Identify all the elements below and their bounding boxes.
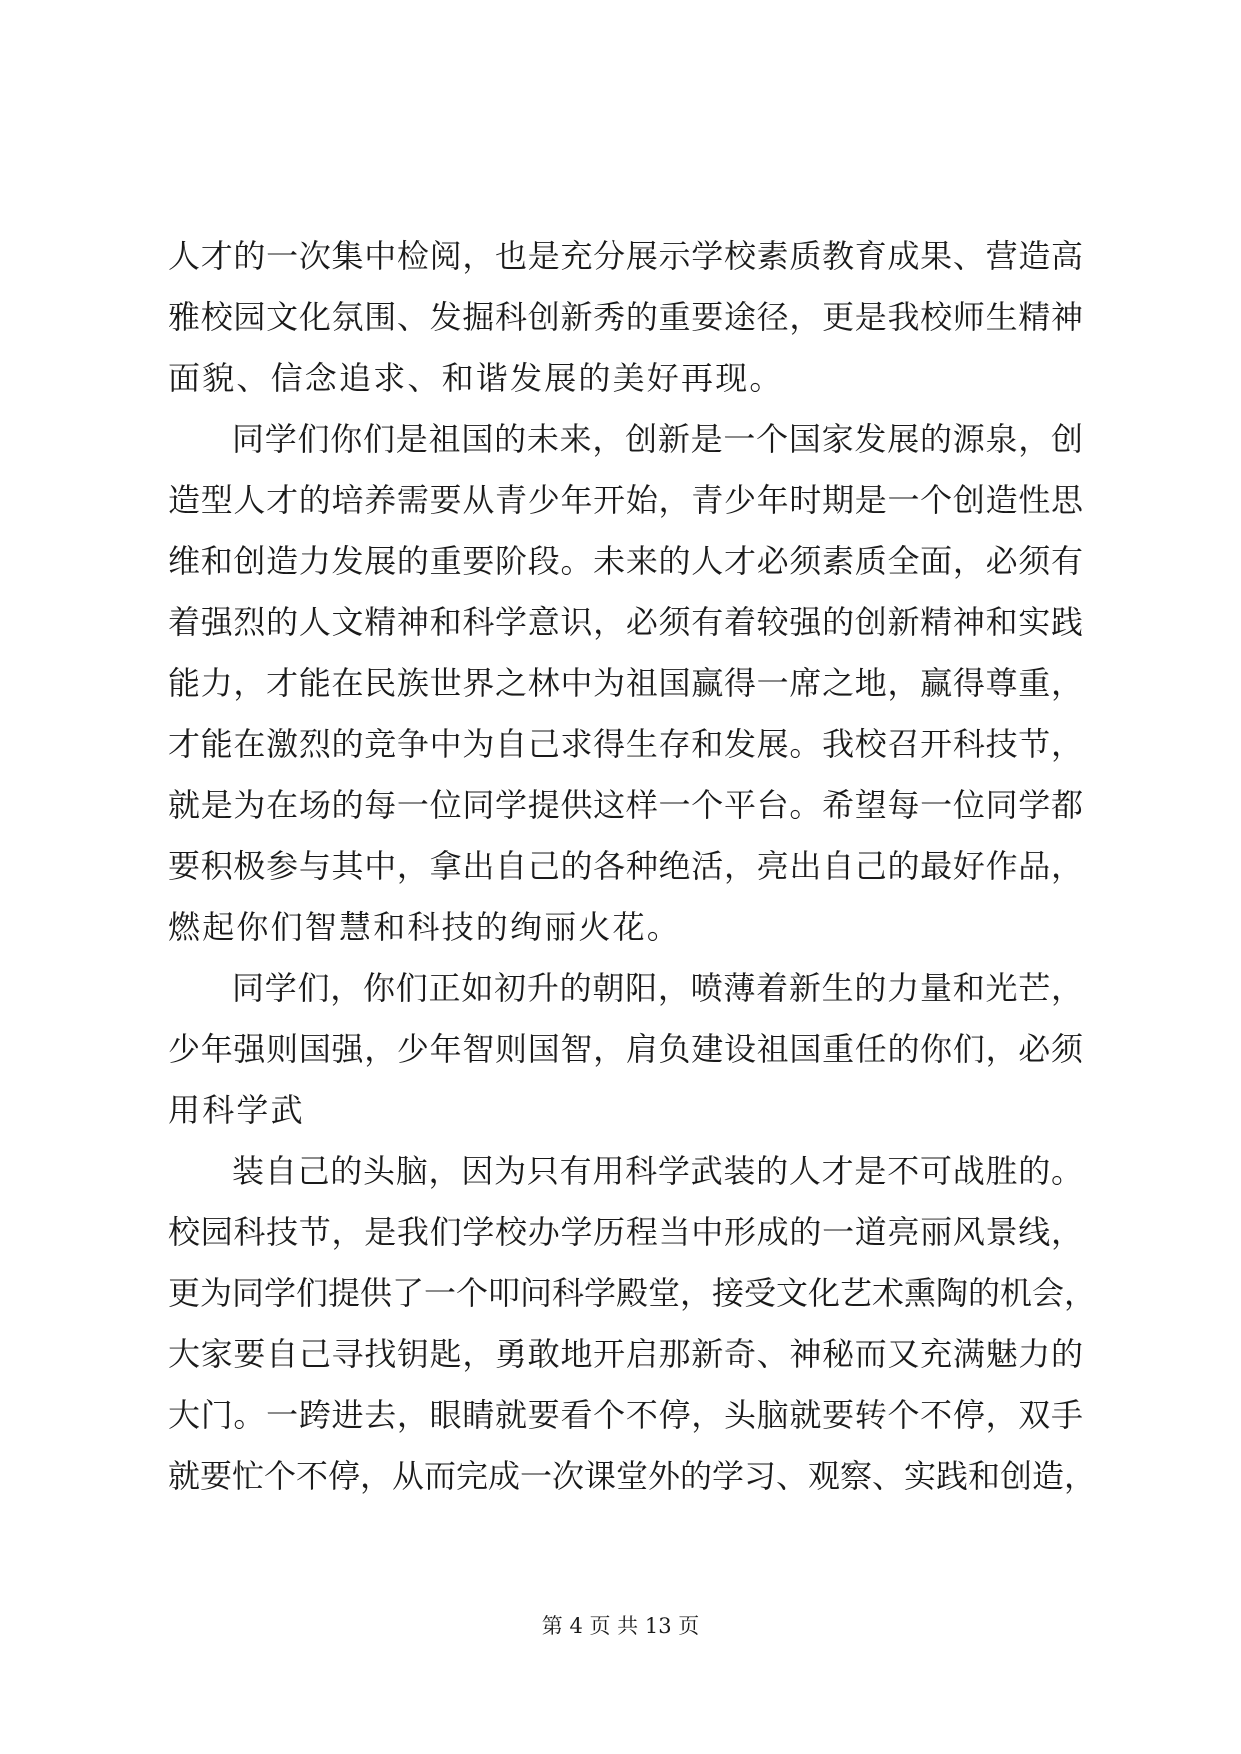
text-line: 大家要自己寻找钥匙，勇敢地开启那新奇、神秘而又充满魅力的 xyxy=(168,1335,1083,1373)
document-body xyxy=(168,226,1097,1507)
text-line: 大门。一跨进去，眼睛就要看个不停，头脑就要转个不停，双手 xyxy=(168,1396,1083,1434)
text-line: 同学们你们是祖国的未来，创新是一个国家发展的源泉，创 xyxy=(232,420,1083,458)
text-line: 着强烈的人文精神和科学意识，必须有着较强的创新精神和实践 xyxy=(168,603,1083,641)
text-line: 校园科技节，是我们学校办学历程当中形成的一道亮丽风景线， xyxy=(168,1213,1083,1251)
text-line: 同学们，你们正如初升的朝阳，喷薄着新生的力量和光芒， xyxy=(232,969,1083,1007)
text-line: 燃起你们智慧和科技的绚丽火花。 xyxy=(168,908,682,946)
text-line: 更为同学们提供了一个叩问科学殿堂，接受文化艺术熏陶的机会， xyxy=(168,1274,1097,1312)
text-line: 维和创造力发展的重要阶段。未来的人才必须素质全面，必须有 xyxy=(168,542,1083,580)
text-line: 造型人才的培养需要从青少年开始，青少年时期是一个创造性思 xyxy=(168,481,1083,519)
page-number-footer: 第 4 页 共 13 页 xyxy=(541,1614,700,1638)
text-line: 就要忙个不停，从而完成一次课堂外的学习、观察、实践和创造， xyxy=(168,1457,1097,1495)
text-line: 用科学武 xyxy=(168,1091,305,1129)
text-line: 面貌、信念追求、和谐发展的美好再现。 xyxy=(168,359,784,397)
text-line: 要积极参与其中，拿出自己的各种绝活，亮出自己的最好作品， xyxy=(168,847,1083,885)
text-line: 雅校园文化氛围、发掘科创新秀的重要途径，更是我校师生精神 xyxy=(168,298,1083,336)
text-line: 才能在激烈的竞争中为自己求得生存和发展。我校召开科技节， xyxy=(168,725,1083,763)
text-line: 人才的一次集中检阅，也是充分展示学校素质教育成果、营造高 xyxy=(168,237,1083,275)
text-line: 少年强则国强，少年智则国智，肩负建设祖国重任的你们，必须 xyxy=(168,1030,1083,1068)
text-line: 装自己的头脑，因为只有用科学武装的人才是不可战胜的。 xyxy=(232,1152,1083,1190)
text-line: 就是为在场的每一位同学提供这样一个平台。希望每一位同学都 xyxy=(168,786,1083,824)
text-line: 能力，才能在民族世界之林中为祖国赢得一席之地，赢得尊重， xyxy=(168,664,1083,702)
